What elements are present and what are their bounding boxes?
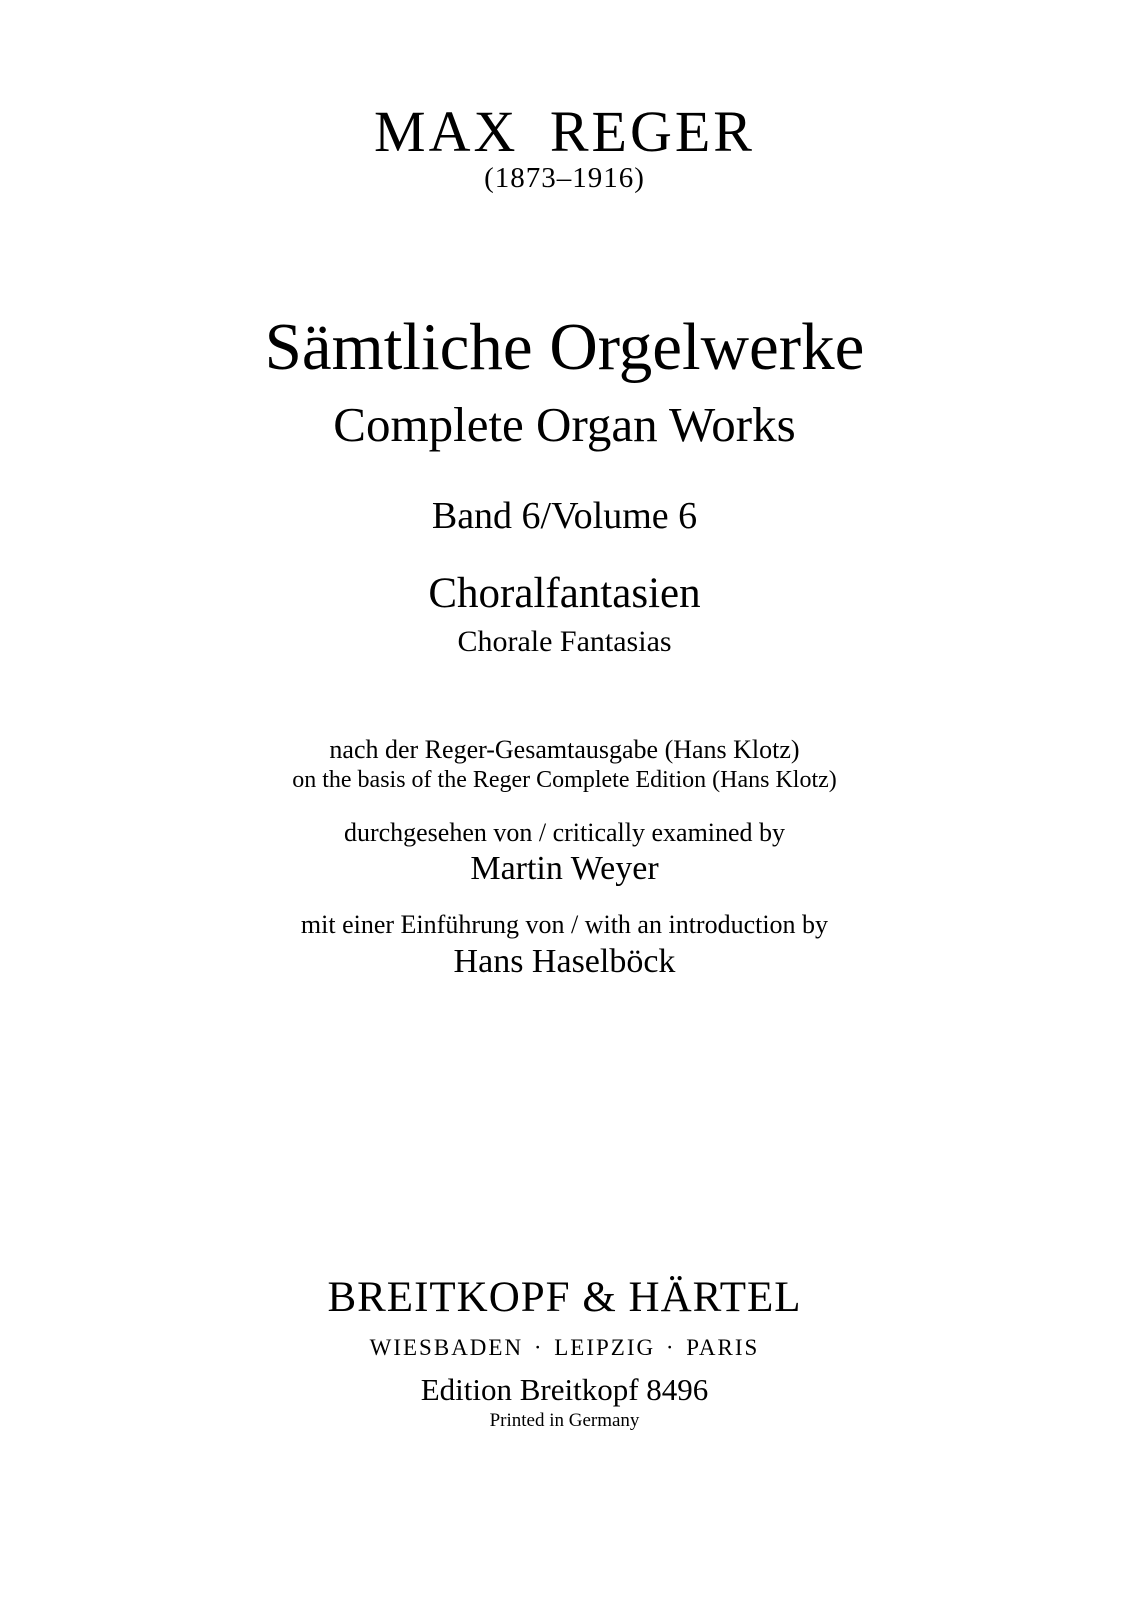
introduction-author-name: Hans Haselböck xyxy=(453,943,676,980)
subtitle-english: Chorale Fantasias xyxy=(457,625,672,658)
publisher-cities: WIESBADEN · LEIPZIG · PARIS xyxy=(369,1335,760,1360)
edition-basis-german: nach der Reger-Gesamtausgabe (Hans Klotz) xyxy=(329,735,800,764)
publisher-name: BREITKOPF & HÄRTEL xyxy=(327,1274,802,1321)
composer-name: MAX REGER xyxy=(374,99,755,164)
composer-life-dates: (1873–1916) xyxy=(484,162,645,194)
edition-basis-english: on the basis of the Reger Complete Edition (Hans Klotz) xyxy=(292,767,837,793)
edition-number: Edition Breitkopf 8496 xyxy=(420,1372,709,1407)
work-title-english: Complete Organ Works xyxy=(333,397,796,452)
editor-name: Martin Weyer xyxy=(470,850,659,887)
introduction-credit-label: mit einer Einführung von / with an introduction by xyxy=(300,910,829,939)
subtitle-german: Choralfantasien xyxy=(428,570,701,617)
editor-credit-label: durchgesehen von / critically examined by xyxy=(343,818,786,847)
volume-label: Band 6/Volume 6 xyxy=(431,495,698,537)
printed-in-note: Printed in Germany xyxy=(489,1410,640,1431)
work-title-german: Sämtliche Orgelwerke xyxy=(264,310,865,384)
